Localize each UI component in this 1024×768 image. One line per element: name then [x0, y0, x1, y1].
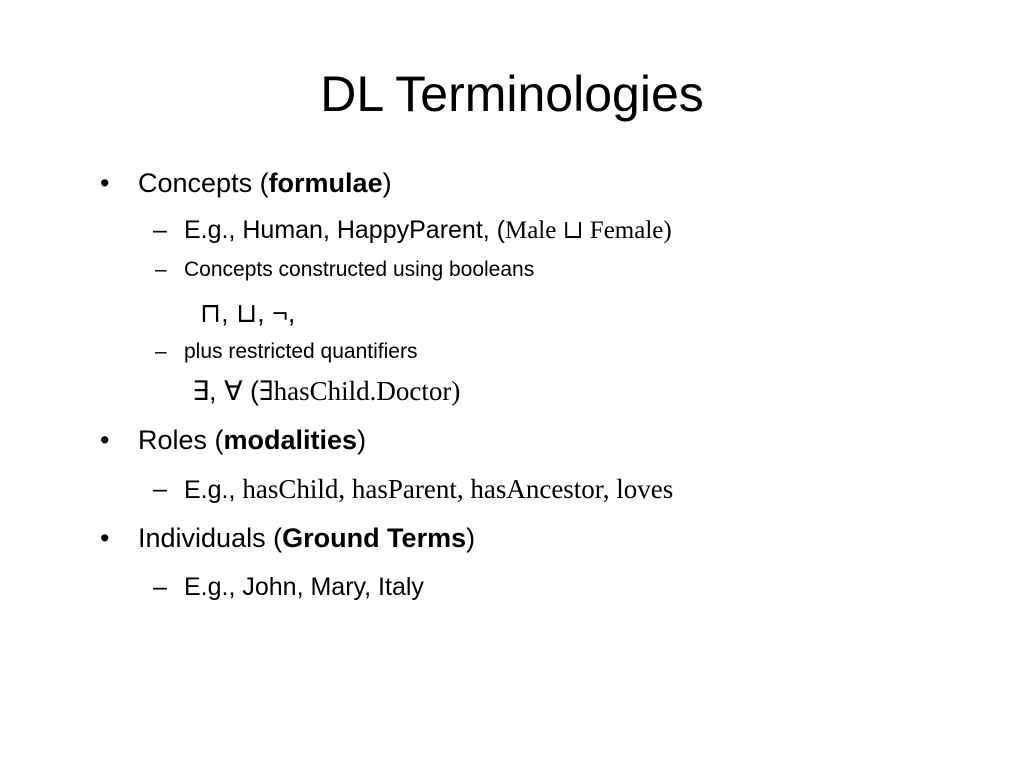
concepts-example	[184, 214, 672, 247]
quantifier-operators: ∃, ∀ (	[192, 376, 260, 406]
bullet-individuals-marker: •	[100, 523, 110, 553]
dash-roles-example: –	[153, 475, 167, 503]
quantifier-example: ∃hasChild.Doctor)	[259, 376, 461, 406]
bullet-concepts	[138, 166, 392, 200]
concepts-close: )	[382, 168, 392, 198]
dash-quantifiers: –	[155, 340, 167, 363]
roles-example-list: hasChild, hasParent, hasAncestor, loves	[242, 474, 674, 504]
roles-bold: modalities	[223, 425, 358, 455]
dash-concepts-example: –	[153, 216, 167, 244]
bullet-individuals	[138, 521, 475, 555]
bullet-roles	[138, 423, 366, 457]
quantifier-line	[192, 374, 460, 408]
concepts-example-prefix: E.g., Human, HappyParent, (	[184, 216, 505, 244]
roles-example	[184, 473, 673, 506]
concepts-bold: formulae	[268, 168, 383, 198]
boolean-operators: ⊓, ⊔, ¬,	[200, 298, 296, 328]
bullet-concepts-marker: •	[100, 168, 110, 198]
booleans-text: Concepts constructed using booleans	[184, 258, 535, 281]
individuals-close: )	[466, 523, 476, 553]
bullet-roles-marker: •	[100, 425, 110, 455]
individuals-label: Individuals (	[138, 523, 283, 553]
roles-close: )	[357, 425, 367, 455]
dash-booleans: –	[155, 258, 167, 281]
concepts-label: Concepts (	[138, 168, 269, 198]
individuals-bold: Ground Terms	[282, 523, 467, 553]
concepts-example-formula: Male ⊔ Female)	[504, 217, 672, 244]
slide-title: DL Terminologies	[320, 66, 704, 122]
roles-label: Roles (	[138, 425, 224, 455]
dash-individuals-example: –	[153, 573, 167, 601]
quantifiers-text: plus restricted quantifiers	[184, 340, 418, 363]
individuals-example: E.g., John, Mary, Italy	[184, 573, 424, 601]
roles-example-prefix: E.g.,	[184, 476, 243, 504]
